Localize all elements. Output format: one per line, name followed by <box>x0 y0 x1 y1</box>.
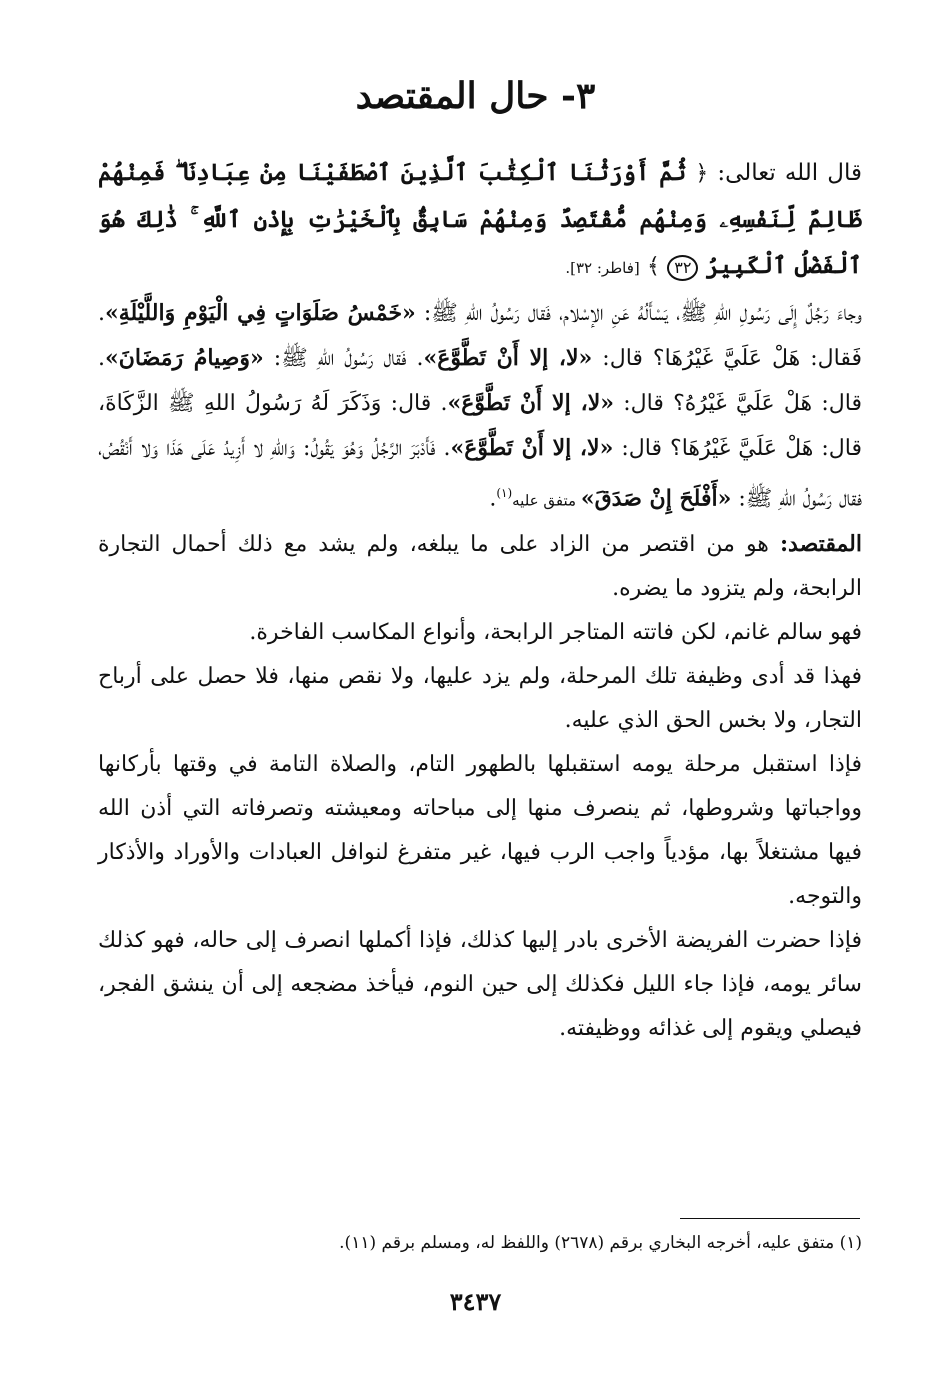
main-text <box>98 150 862 1051</box>
definition-text: هو من اقتصر من الزاد على ما يبلغه، ولم يشد مع ذلك أحمال التجارة الرابحة، ولم يتزود ما يضره. <box>98 532 862 602</box>
hadith-text: وجاءَ رَجُلٌ إِلَى رَسُولِ اللهِ ﷺ، يَسْأَلُهُ عَنِ الإسْلام، فَقال رَسُولُ اللهِ ﷺ: <box>415 301 863 326</box>
hadith-quote: «لا، إلا أَنْ تَطَّوَّعَ» <box>423 345 593 371</box>
verse-text: ثُمَّ أَوْرَثْنَا ٱلْكِتَٰبَ ٱلَّذِينَ ٱصْطَفَيْنَا مِنْ عِبَادِنَا ۖ فَمِنْهُمْ ظَالِمٌ لِّنَفْسِهِۦ وَمِنْهُم مُّقْتَصِدٌ وَمِنْهُمْ سَابِقٌۢ بِٱلْخَيْرَٰتِ بِإِذْنِ ٱللَّهِ ۚ ذَٰلِكَ هُوَ ٱلْفَضْلُ ٱلْكَبِيرُ <box>98 159 862 279</box>
verse-close-ornament: ﴾ <box>647 254 660 279</box>
hadith-attribution: متفق عليه <box>512 491 581 510</box>
term-label: المقتصد: <box>779 531 862 558</box>
hadith-quote: «وَصِيامُ رَمَضَانَ» <box>105 345 264 371</box>
hadith-text: . فَقال: هَلْ عَلَيَّ غَيْرُهَا؟ قال: <box>98 301 862 371</box>
paragraph-4: فإذا استقبل مرحلة يومه استقبلها بالطهور التام، والصلاة التامة في وقتها بأركانها وواجباتها وشروطها، ثم ينصرف منها إلى مباحاته ومعيشته وتصرفاته التي أذن الله فيها مشتغلاً بها، مؤدياً واجب الرب فيها، غير متفرغ لنوافل العبادات والأوراد والأذكار والتوجه. <box>98 752 862 910</box>
footnote-marker: (١) <box>496 486 513 500</box>
hadith-end: . <box>489 486 497 512</box>
hadith-quote: «خَمْسُ صَلَوَاتٍ فِي الْيَوْمِ وَاللَّيْلَةِ» <box>105 300 416 326</box>
hadith-text: . فَقال رَسُولُ اللهِ ﷺ: <box>263 346 424 371</box>
hadith-quote: «لا، إلا أَنْ تَطَّوَّعَ» <box>450 435 614 461</box>
hadith-text: . قال: وَذَكَرَ لَهُ رَسُولُ اللهِ ﷺ الزَّكَاةَ، قال: هَلْ عَلَيَّ غَيْرُهَا؟ قال: <box>98 391 862 461</box>
hadith-text: . قال: هَلْ عَلَيَّ غَيْرُهُ؟ قال: <box>98 346 862 416</box>
footnote-divider <box>680 1218 860 1219</box>
verse-open-ornament: ﴿ <box>695 161 709 186</box>
hadith-text: . فَأَدْبَرَ الرَّجُلُ وَهُوَ يَقُولُ: وَاللهِ لا أَزِيدُ عَلَى هَذَا وَلا أَنْقُصُ، فقال رَسُولُ اللهِ ﷺ: <box>98 436 862 512</box>
paragraph-2: فهو سالم غانم، لكن فاتته المتاجر الرابحة، وأنواع المكاسب الفاخرة. <box>249 620 862 646</box>
hadith-quote: «لا، إلا أَنْ تَطَّوَّعَ» <box>447 390 615 416</box>
verse-intro: قال الله تعالى: <box>708 160 863 186</box>
page-number: ٣٤٣٧ <box>449 1287 502 1316</box>
ayah-number: ٣٢ <box>667 255 698 281</box>
footnote: (١) متفق عليه، أخرجه البخاري برقم (٢٦٧٨) واللفظ له، ومسلم برقم (١١). <box>339 1233 862 1253</box>
paragraph-3: فهذا قد أدى وظيفة تلك المرحلة، ولم يزد عليها، ولا نقص منها، فلا حصل على أرباح التجار، ولا بخس الحق الذي عليه. <box>98 664 862 734</box>
hadith-paragraph <box>98 291 862 522</box>
verse-reference: [فاطر: ٣٢]. <box>565 259 640 277</box>
page-title: ٣- حال المقتصد <box>355 75 596 117</box>
verse-paragraph <box>98 150 862 291</box>
paragraph-5: فإذا حضرت الفريضة الأخرى بادر إليها كذلك، فإذا أكملها انصرف إلى حاله، فهو كذلك سائر يومه، فإذا جاء الليل فكذلك إلى حين النوم، فيأخذ مضجعه إلى أن ينشق الفجر، فيصلي ويقوم إلى غذائه ووظيفته. <box>98 928 862 1042</box>
hadith-quote: «أَفْلَحَ إِنْ صَدَقَ» <box>580 485 732 512</box>
paragraph-definition <box>98 522 862 611</box>
